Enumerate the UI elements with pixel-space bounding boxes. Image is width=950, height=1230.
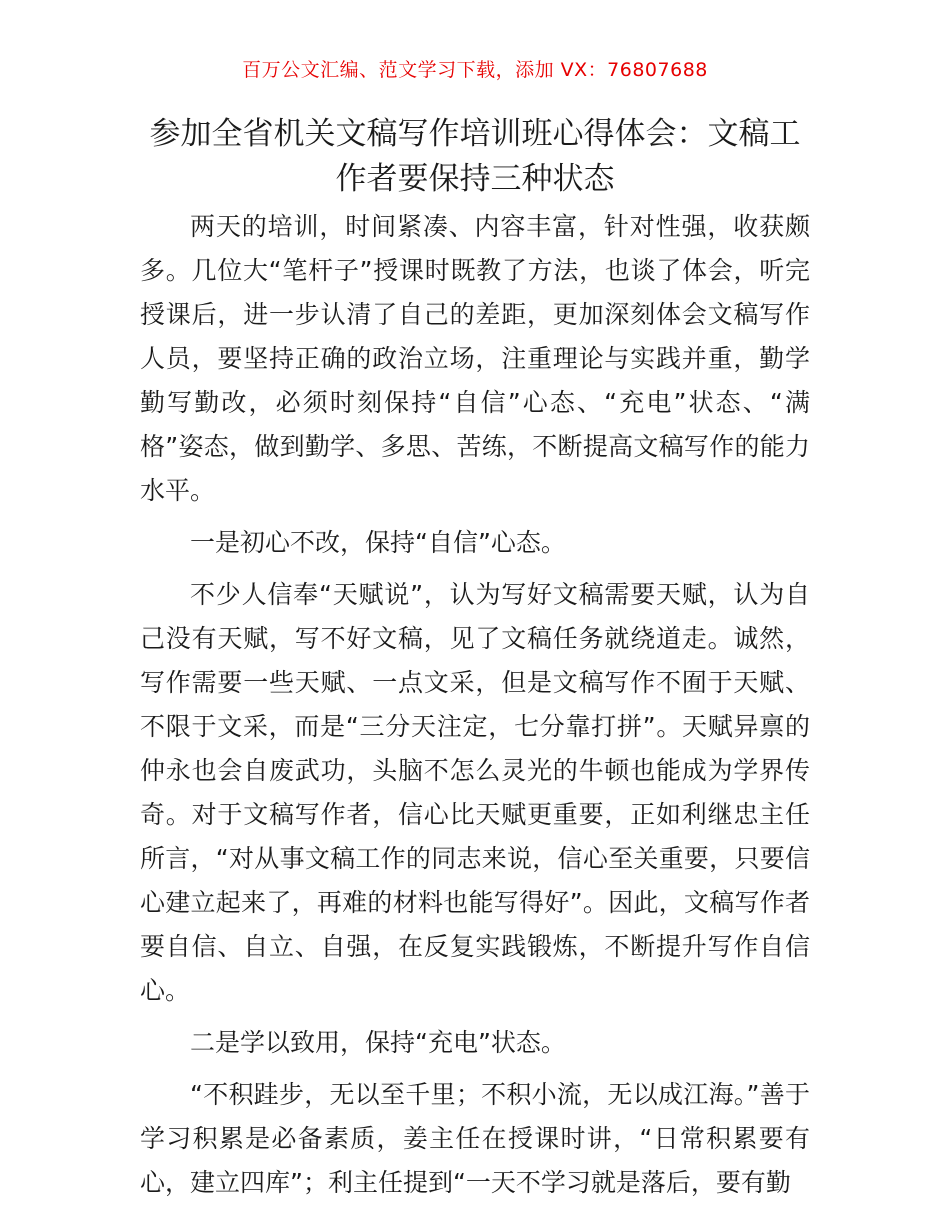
paragraph-section-2: “不积跬步，无以至千里；不积小流，无以成江海。”善于学习积累是必备素质，姜主任在授课时讲，“日常积累要有心，建立四库”；利主任提到“一天不学习就是落后，要有勤 xyxy=(140,1080,810,1197)
paragraph-intro: 两天的培训，时间紧凑、内容丰富，针对性强，收获颇多。几位大“笔杆子”授课时既教了方法，也谈了体会，听完授课后，进一步认清了自己的差距，更加深刻体会文稿写作人员，要坚持正确的政治立场，注重理论与实践并重，勤学勤写勤改，必须时刻保持“自信”心态、“充电”状态、“满格”姿态，做到勤学、多思、苦练，不断提高文稿写作的能力水平。 xyxy=(140,212,810,505)
paragraph-heading-2: 二是学以致用，保持“充电”状态。 xyxy=(190,1028,566,1057)
paragraph-heading-1: 一是初心不改，保持“自信”心态。 xyxy=(190,528,566,557)
document-title: 参加全省机关文稿写作培训班心得体会：文稿工作者要保持三种状态 xyxy=(149,116,801,197)
document-body xyxy=(140,205,810,1213)
paragraph-section-1: 不少人信奉“天赋说”，认为写好文稿需要天赋，认为自己没有天赋，写不好文稿，见了文稿任务就绕道走。诚然，写作需要一些天赋、一点文采，但是文稿写作不囿于天赋、不限于文采，而是“三分天注定，七分靠打拼”。天赋异禀的仲永也会自废武功，头脑不怎么灵光的牛顿也能成为学界传奇。对于文稿写作者，信心比天赋更重要，正如利继忠主任所言，“对从事文稿工作的同志来说，信心至关重要，只要信心建立起来了，再难的材料也能写得好”。因此，文稿写作者要自信、自立、自强，在反复实践锻炼，不断提升写作自信心。 xyxy=(140,580,810,1005)
header-banner: 百万公文汇编、范文学习下载，添加 VX：76807688 xyxy=(242,59,708,81)
